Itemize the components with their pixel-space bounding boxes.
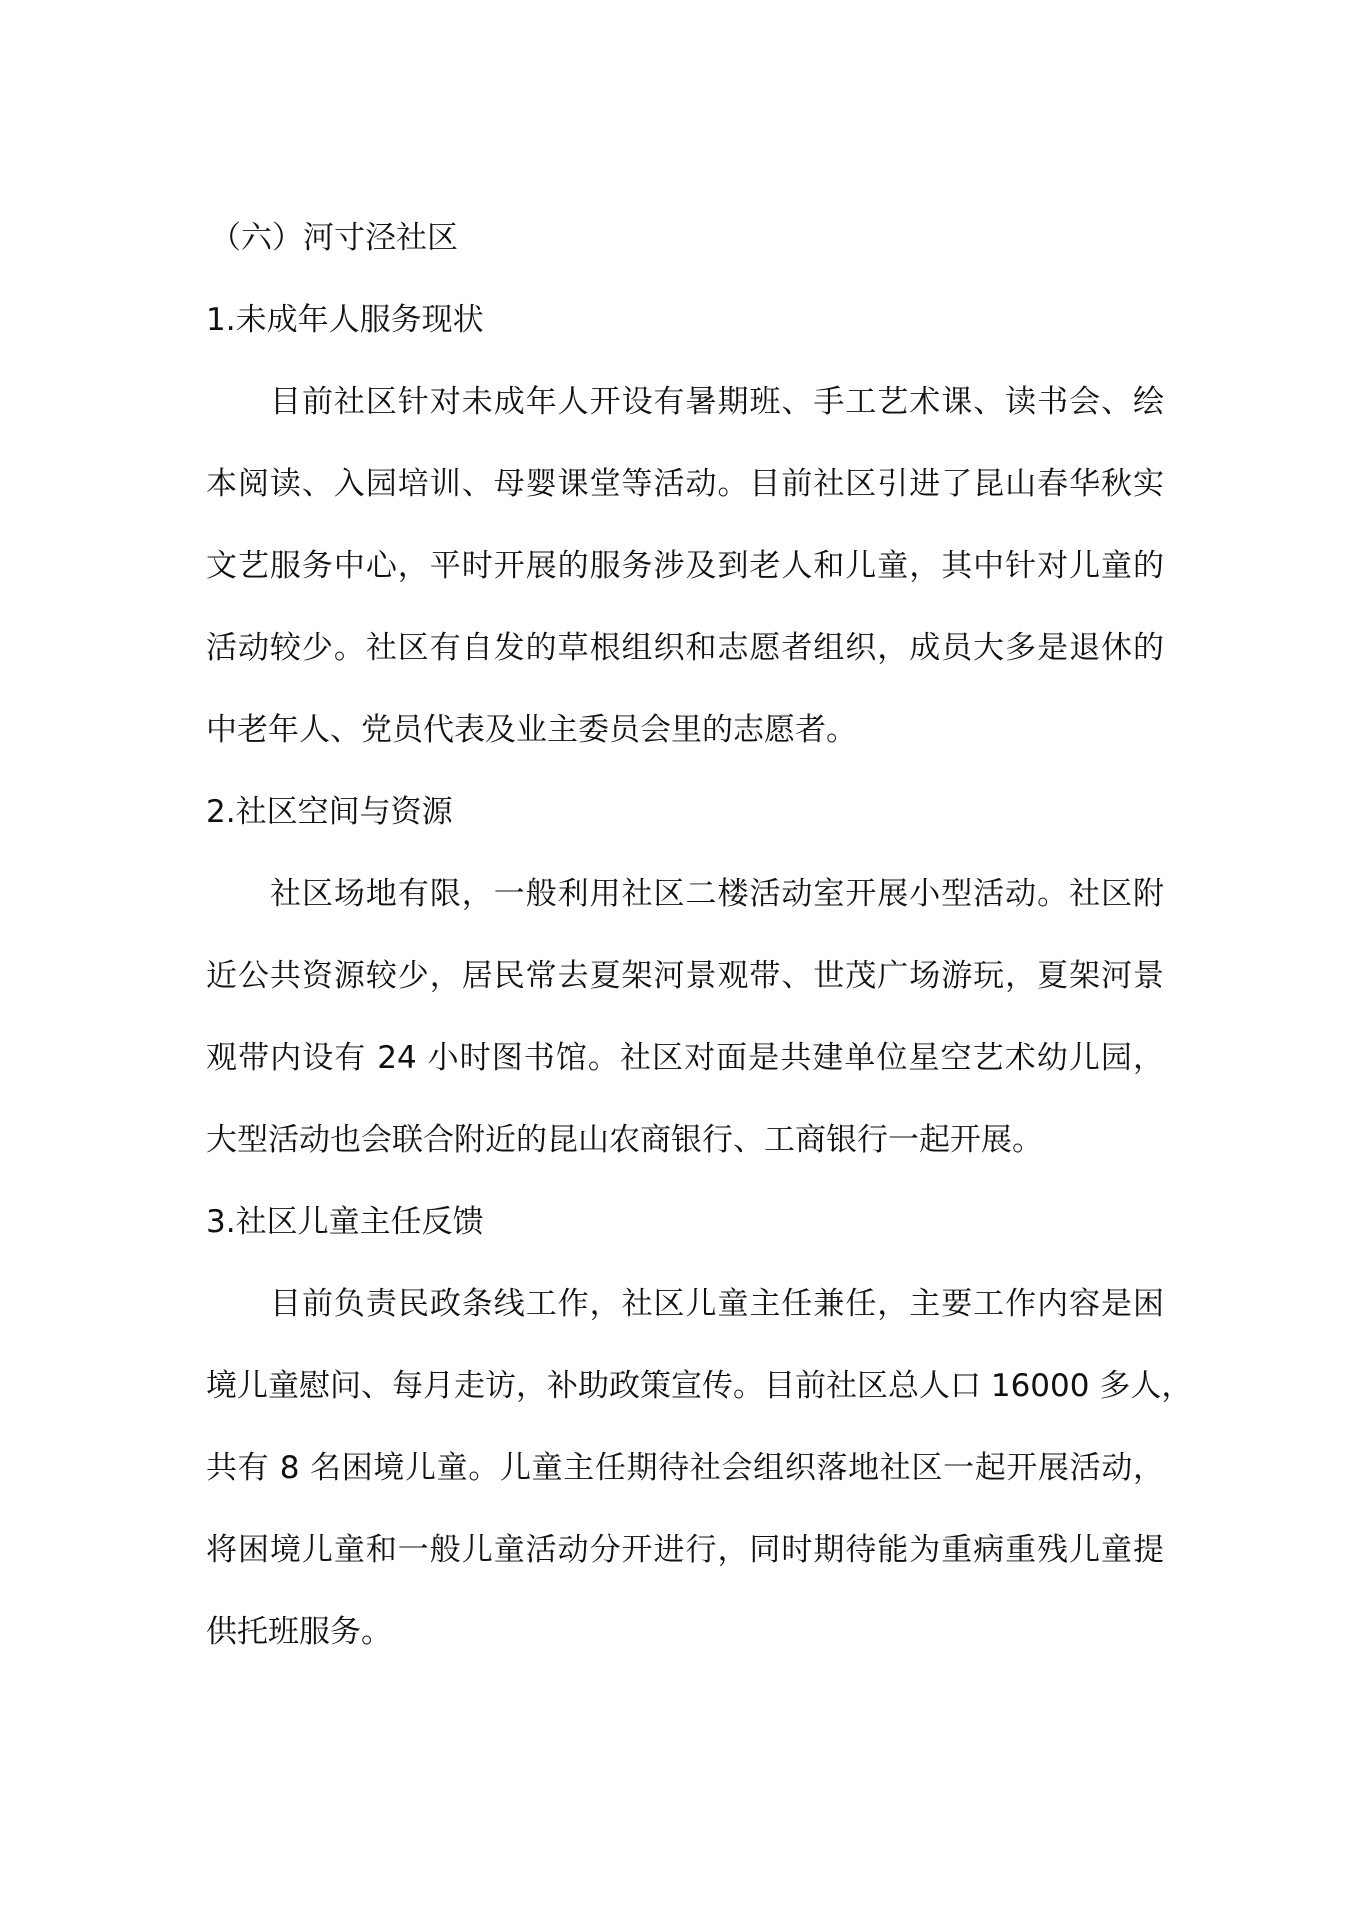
subsection-heading-3: 3.社区儿童主任反馈 xyxy=(206,1204,484,1240)
text-line: 文艺服务中心，平时开展的服务涉及到老人和儿童，其中针对儿童的 xyxy=(206,548,1164,584)
paragraph-2 xyxy=(206,874,1164,1160)
section-title: （六）河寸泾社区 xyxy=(210,220,458,256)
text-line: 中老年人、党员代表及业主委员会里的志愿者。 xyxy=(206,712,857,748)
text-line: 共有 8 名困境儿童。儿童主任期待社会组织落地社区一起开展活动， xyxy=(206,1450,1164,1486)
subsection-heading-2: 2.社区空间与资源 xyxy=(206,794,453,830)
text-line: 近公共资源较少，居民常去夏架河景观带、世茂广场游玩，夏架河景 xyxy=(206,958,1164,994)
text-line: 活动较少。社区有自发的草根组织和志愿者组织，成员大多是退休的 xyxy=(206,630,1164,666)
text-line: 目前社区针对未成年人开设有暑期班、手工艺术课、读书会、绘 xyxy=(270,384,1164,420)
paragraph-1 xyxy=(206,382,1164,750)
document-body xyxy=(206,218,1193,1694)
text-line: 境儿童慰问、每月走访，补助政策宣传。目前社区总人口 16000 多人， xyxy=(206,1368,1193,1404)
text-line: 本阅读、入园培训、母婴课堂等活动。目前社区引进了昆山春华秋实 xyxy=(206,466,1164,502)
text-line: 大型活动也会联合附近的昆山农商银行、工商银行一起开展。 xyxy=(206,1122,1043,1158)
text-line: 目前负责民政条线工作，社区儿童主任兼任，主要工作内容是困 xyxy=(270,1286,1164,1322)
text-line: 将困境儿童和一般儿童活动分开进行，同时期待能为重病重残儿童提 xyxy=(206,1532,1164,1568)
text-line: 社区场地有限，一般利用社区二楼活动室开展小型活动。社区附 xyxy=(270,876,1164,912)
subsection-heading-1: 1.未成年人服务现状 xyxy=(206,302,484,338)
paragraph-3 xyxy=(206,1284,1193,1652)
text-line: 观带内设有 24 小时图书馆。社区对面是共建单位星空艺术幼儿园， xyxy=(206,1040,1164,1076)
text-line: 供托班服务。 xyxy=(206,1614,392,1650)
